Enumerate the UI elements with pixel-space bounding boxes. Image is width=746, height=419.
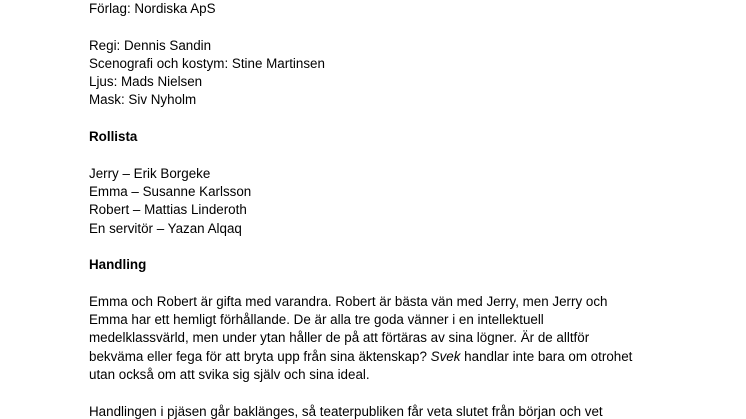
- spacer: [89, 238, 689, 256]
- cast-member: En servitör – Yazan Alqaq: [89, 220, 242, 236]
- scenography-line: Scenografi och kostym: Stine Martinsen: [89, 55, 325, 71]
- text-segment: handlar inte bara om otrohet: [460, 348, 633, 364]
- paragraph-line: Handlingen i pjäsen går baklänges, så teaterpubliken får veta slutet från början och vet: [89, 403, 603, 419]
- paragraph-line: Emma har ett hemligt förhållande. De är alla tre goda vänner i en intellektuell: [89, 312, 544, 328]
- spacer: [89, 110, 689, 128]
- plot-heading: Handling: [89, 257, 147, 273]
- makeup-line: Mask: Siv Nyholm: [89, 92, 197, 108]
- spacer: [89, 384, 689, 402]
- publisher-line: Förlag: Nordiska ApS: [89, 1, 216, 16]
- cast-member: Robert – Mattias Linderoth: [89, 202, 247, 218]
- spacer: [89, 18, 689, 36]
- paragraph-line: Emma och Robert är gifta med varandra. Robert är bästa vän med Jerry, men Jerry och: [89, 293, 608, 309]
- play-title: Svek: [430, 348, 461, 364]
- text-segment: bekväma eller fega för att bryta upp från sina äktenskap?: [89, 348, 431, 364]
- cast-member: Jerry – Erik Borgeke: [89, 165, 211, 181]
- plot-paragraph-2: [89, 403, 689, 419]
- paragraph-line: medelklassvärld, men under ytan håller de på att förtäras av sina lögner. Är de alltför: [89, 330, 590, 346]
- cast-heading: Rollista: [89, 129, 138, 145]
- paragraph-line: utan också om att svika sig själv och sina ideal.: [89, 366, 370, 382]
- paragraph-line: [89, 348, 689, 366]
- plot-paragraph-1: [89, 293, 689, 384]
- document-content: [89, 0, 689, 419]
- spacer: [89, 146, 689, 164]
- director-line: Regi: Dennis Sandin: [89, 37, 212, 53]
- cast-member: Emma – Susanne Karlsson: [89, 183, 252, 199]
- spacer: [89, 274, 689, 292]
- lighting-line: Ljus: Mads Nielsen: [89, 74, 203, 90]
